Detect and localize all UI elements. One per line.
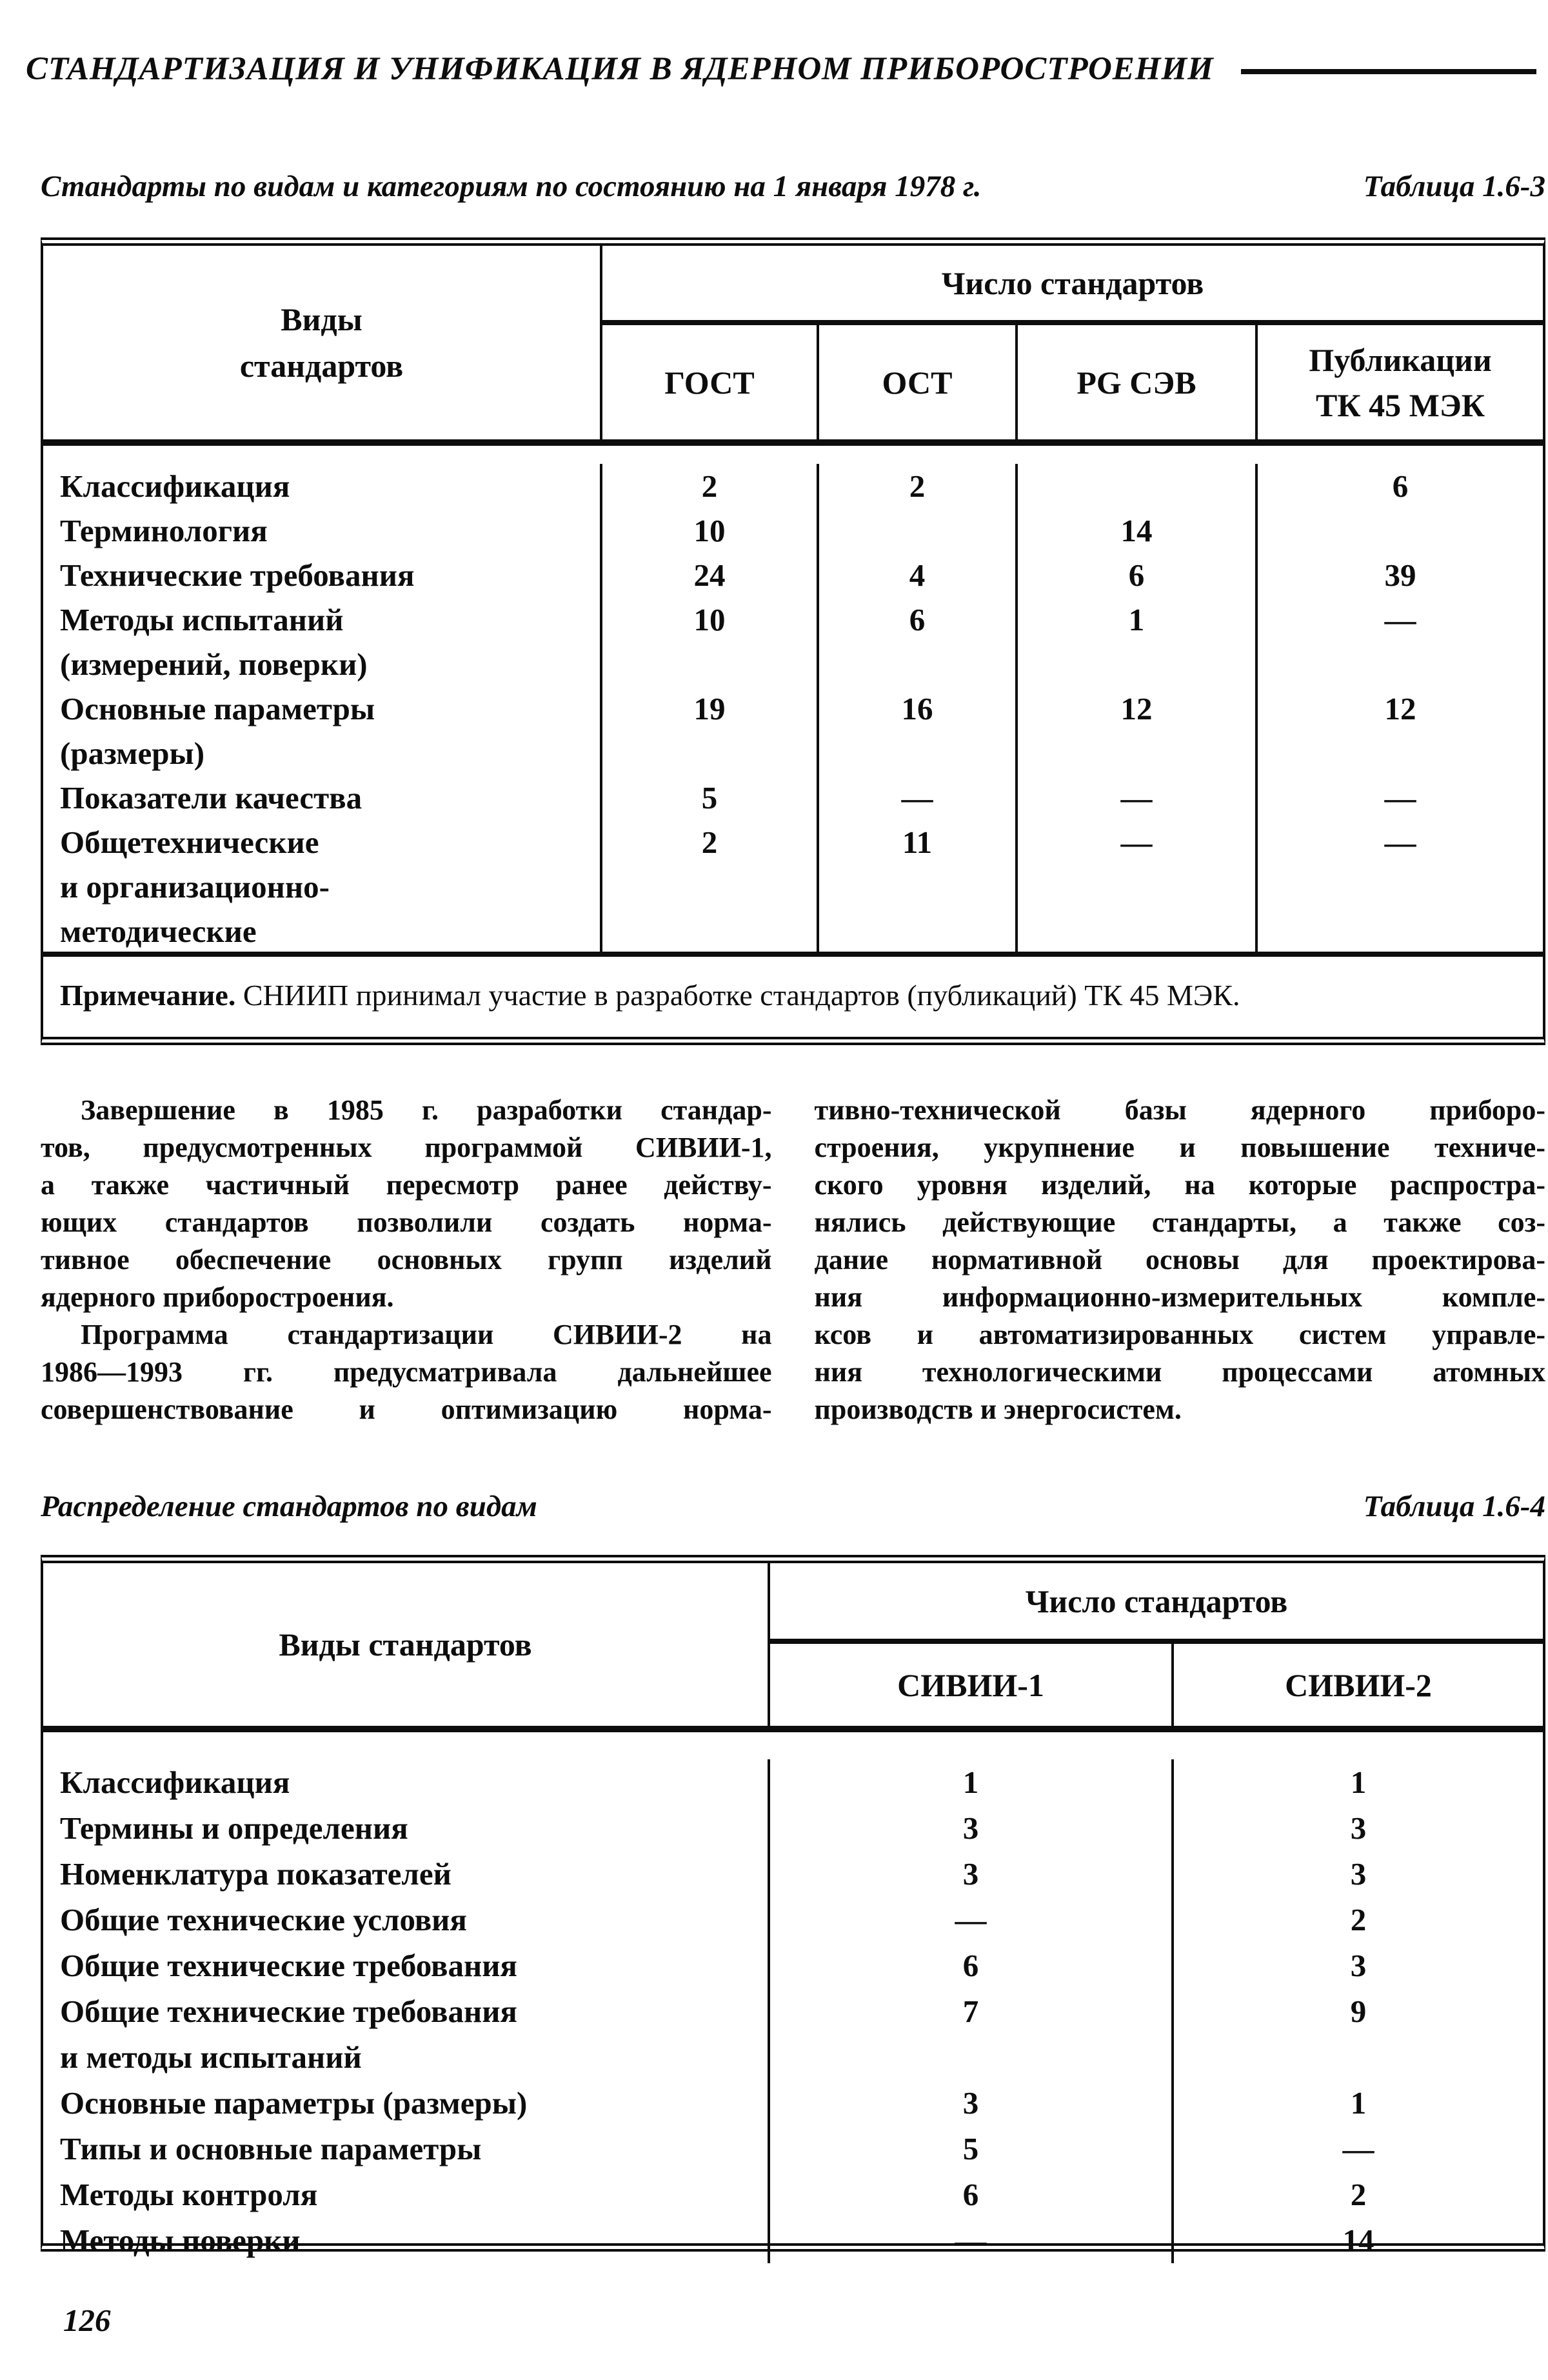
row-value-cell: 4 (819, 553, 1018, 597)
text-line: производств и энергосистем. (814, 1394, 1182, 1425)
table1-header (43, 246, 1543, 446)
row-label-line: Основные параметры (60, 691, 375, 726)
row-value-cell: — (770, 2217, 1174, 2263)
text-line: ния информационно-измерительных компле- (814, 1281, 1545, 1313)
row-value-cell: 2 (1350, 2177, 1367, 2212)
table-row (43, 2126, 1543, 2172)
table-row (43, 1943, 1543, 1988)
row-value-cell: 39 (1384, 557, 1416, 593)
row-value-cell: 3 (770, 1805, 1174, 1851)
table1-note-label: Примечание. (60, 978, 236, 1012)
table2-stub-header (43, 1563, 770, 1726)
table-row (43, 597, 1543, 686)
table2-label: Таблица 1.6-4 (1363, 1490, 1545, 1523)
stub-header-line: Виды (281, 301, 362, 337)
row-label-line: Методы контроля (60, 2177, 318, 2212)
row-value-cell: 2 (602, 820, 819, 954)
text-line: тивно-технической базы ядерного приборо- (814, 1094, 1545, 1126)
row-value-cell: 6 (1018, 553, 1258, 597)
row-value-cell: 11 (819, 820, 1018, 954)
row-value-cell: 6 (770, 2172, 1174, 2217)
row-value-cell: 5 (602, 775, 819, 820)
column-header-cell (1174, 1644, 1543, 1726)
row-value-cell: — (1018, 820, 1258, 954)
text-line: Программа стандартизации СИВИИ-2 на (81, 1319, 772, 1350)
table-row (43, 1988, 1543, 2080)
text-line: а также частичный пересмотр ранее действу- (41, 1169, 772, 1201)
row-label-line: Общие технические требования (60, 1994, 517, 2029)
table1-caption: Стандарты по видам и категориям по состоянию на 1 января 1978 г. (41, 170, 982, 203)
row-label-cell (43, 1805, 770, 1851)
table1-label: Таблица 1.6-3 (1363, 170, 1545, 203)
table-row (43, 553, 1543, 597)
row-label-line: Терминология (60, 513, 268, 548)
column-header-cell (1258, 325, 1543, 439)
row-label-cell (43, 1759, 770, 1805)
row-label-cell (43, 820, 602, 954)
row-label-line: Общетехнические (60, 825, 319, 860)
text-line: ского уровня изделий, на которые распростра- (814, 1169, 1545, 1201)
row-value-cell (1018, 464, 1258, 508)
row-label-line: методические (60, 914, 257, 949)
column-header-cell (819, 325, 1018, 439)
row-value-cell: 10 (602, 508, 819, 553)
table-row (43, 508, 1543, 553)
text-line: ксов и автоматизированных систем управле- (814, 1319, 1545, 1350)
row-value-cell: 16 (819, 686, 1018, 775)
column-header-cell (1018, 325, 1258, 439)
row-value-cell: — (1342, 2131, 1374, 2166)
text-line: ющих стандартов позволили создать норма- (41, 1206, 772, 1238)
column-header-cell (602, 325, 819, 439)
row-value-cell: 14 (1342, 2223, 1374, 2258)
text-line: совершенствование и оптимизацию норма- (41, 1394, 772, 1425)
body-text (41, 1092, 1545, 1428)
row-label-line: (размеры) (60, 735, 205, 771)
table2-header (43, 1563, 1543, 1732)
table-row (43, 775, 1543, 820)
stub-header-line: Виды стандартов (279, 1626, 532, 1663)
table1-columns-header (602, 246, 1543, 439)
row-value-cell: 24 (602, 553, 819, 597)
row-value-cell: 3 (770, 1851, 1174, 1897)
standards-distribution-table (41, 1555, 1545, 2258)
row-value-cell: 10 (602, 597, 819, 686)
row-value-cell: — (1384, 780, 1416, 815)
row-value-cell: 2 (1350, 1902, 1367, 1937)
column-header-line: Публикации (1309, 341, 1492, 378)
row-label-line: Классификация (60, 468, 290, 504)
table-row (43, 1805, 1543, 1851)
column-header-line: СИВИИ-1 (897, 1666, 1044, 1703)
row-value-cell: 3 (770, 2080, 1174, 2126)
row-value-cell: 6 (770, 1943, 1174, 1988)
row-label-line: и организационно- (60, 869, 330, 905)
row-label-cell (43, 686, 602, 775)
row-value-cell: 1 (1018, 597, 1258, 686)
row-value-cell: 3 (1350, 1856, 1367, 1892)
row-value-cell: — (819, 775, 1018, 820)
table2-caption-row (41, 1489, 1545, 1524)
table1-note (43, 952, 1543, 1033)
row-label-cell (43, 2217, 770, 2263)
row-value-cell: 9 (1350, 1994, 1367, 2029)
column-header-line: ТК 45 МЭК (1316, 386, 1485, 423)
text-line: ния технологическими процессами атомных (814, 1356, 1545, 1388)
row-label-line: Показатели качества (60, 780, 362, 815)
table2-caption: Распределение стандартов по видам (41, 1490, 537, 1523)
running-head (26, 50, 1542, 88)
row-label-cell (43, 2126, 770, 2172)
row-label-cell (43, 1988, 770, 2080)
table-row (43, 2080, 1543, 2126)
table1-subcolumns (602, 325, 1543, 439)
row-label-cell (43, 775, 602, 820)
row-label-line: Номенклатура показателей (60, 1856, 452, 1892)
table-row (43, 820, 1543, 954)
row-value-cell: 12 (1018, 686, 1258, 775)
row-label-line: Классификация (60, 1765, 290, 1800)
table-row (43, 1897, 1543, 1943)
row-label-cell (43, 553, 602, 597)
table2-columns-header (770, 1563, 1543, 1726)
table-row (43, 2217, 1543, 2263)
row-label-line: Методы поверки (60, 2223, 301, 2258)
text-line: тивное обеспечение основных групп изделий (41, 1244, 772, 1275)
row-value-cell: 2 (819, 464, 1018, 508)
text-line: строения, укрупнение и повышение техниче- (814, 1132, 1545, 1163)
text-line: Завершение в 1985 г. разработки стандар- (81, 1094, 772, 1126)
table1-group-header: Число стандартов (602, 246, 1543, 325)
table2-group-header: Число стандартов (770, 1563, 1543, 1644)
row-label-line: Общие технические условия (60, 1902, 467, 1937)
row-value-cell: 6 (819, 597, 1018, 686)
body-text-right-column (815, 1092, 1546, 1428)
row-label-line: Методы испытаний (60, 602, 344, 637)
row-label-line: Основные параметры (размеры) (60, 2085, 528, 2121)
row-value-cell: — (770, 1897, 1174, 1943)
row-value-cell: 6 (1392, 468, 1409, 504)
page-number: 126 (63, 2303, 111, 2338)
row-label-cell (43, 2172, 770, 2217)
table-row (43, 1851, 1543, 1897)
row-value-cell (1258, 508, 1543, 553)
text-line: ядерного приборостроения. (41, 1281, 394, 1313)
standards-by-kind-category-table (41, 237, 1545, 1045)
row-value-cell: — (1384, 602, 1416, 637)
column-header-line: PG СЭВ (1077, 364, 1196, 401)
table1-body (43, 446, 1543, 952)
table1-caption-row (41, 169, 1545, 204)
row-value-cell: 1 (770, 1759, 1174, 1805)
row-value-cell: 1 (1350, 2085, 1367, 2121)
stub-header-line: стандартов (239, 348, 404, 384)
column-header-cell (770, 1644, 1174, 1726)
row-value-cell (819, 508, 1018, 553)
column-header-line: ОСТ (882, 364, 953, 401)
row-label-line: (измерений, поверки) (60, 646, 368, 682)
row-label-line: Термины и определения (60, 1810, 408, 1846)
row-label-line: Общие технические требования (60, 1948, 517, 1983)
running-head-title: СТАНДАРТИЗАЦИЯ И УНИФИКАЦИЯ В ЯДЕРНОМ ПРИБОРОСТРОЕНИИ (26, 51, 1214, 87)
row-label-cell (43, 2080, 770, 2126)
row-label-cell (43, 1851, 770, 1897)
row-label-line: и методы испытаний (60, 2039, 362, 2075)
text-line: 1986—1993 гг. предусматривала дальнейшее (41, 1356, 772, 1388)
table-row (43, 1759, 1543, 1805)
row-value-cell: 3 (1350, 1948, 1367, 1983)
running-head-rule (1241, 69, 1536, 74)
table1-stub-header (43, 246, 602, 439)
row-label-cell (43, 1897, 770, 1943)
row-label-line: Типы и основные параметры (60, 2131, 482, 2166)
row-label-cell (43, 464, 602, 508)
row-value-cell: — (1018, 775, 1258, 820)
row-value-cell: — (1384, 825, 1416, 860)
row-value-cell: 5 (770, 2126, 1174, 2172)
table2-body (43, 1732, 1543, 2258)
table-row (43, 464, 1543, 508)
row-value-cell: 1 (1350, 1765, 1367, 1800)
row-value-cell: 7 (770, 1988, 1174, 2080)
row-value-cell: 19 (602, 686, 819, 775)
table-row (43, 2172, 1543, 2217)
row-value-cell: 12 (1384, 691, 1416, 726)
row-value-cell: 2 (602, 464, 819, 508)
text-line: нялись действующие стандарты, а также соз- (814, 1206, 1545, 1238)
row-label-line: Технические требования (60, 557, 415, 593)
table1-note-text: Примечание. СНИИП принимал участие в разработке стандартов (публикаций) ТК 45 МЭК. (60, 978, 1240, 1012)
body-text-left-column (41, 1092, 772, 1428)
column-header-line: СИВИИ-2 (1285, 1666, 1432, 1703)
table-row (43, 686, 1543, 775)
text-line: дание нормативной основы для проектирова- (814, 1244, 1545, 1275)
text-line: тов, предусмотренных программой СИВИИ-1, (41, 1132, 772, 1163)
row-label-cell (43, 597, 602, 686)
row-value-cell: 3 (1350, 1810, 1367, 1846)
row-value-cell: 14 (1018, 508, 1258, 553)
column-header-line: ГОСТ (664, 364, 755, 401)
table2-subcolumns (770, 1644, 1543, 1726)
row-label-cell (43, 1943, 770, 1988)
row-label-cell (43, 508, 602, 553)
